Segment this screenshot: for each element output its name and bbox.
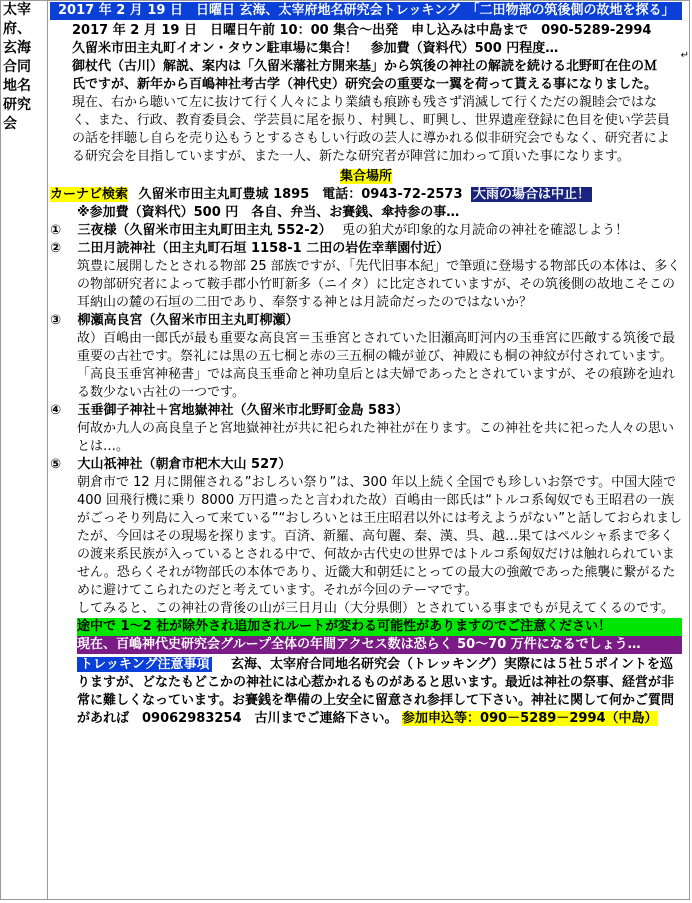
- site-name: 三夜様（久留米市田主丸町田主丸 552-2）: [77, 223, 332, 238]
- left-title-line: 研究: [3, 97, 31, 113]
- site-item: [50, 240, 682, 258]
- site-desc: 朝倉市で 12 月に開催される”おしろい祭り”は、300 年以上続く全国でも珍しいお祭です。中国大陸で 400 回飛行機に乗り 8000 万円遣ったと言われた故）百嶋由一郎氏は“トルコ系匈奴でも王昭君の一族がごっそり列島に入って来ている”“おしろいとは王庄昭君以外には考えようがない”と話しておられましたが、今回はその現場を探ります。百済、新羅、高句麗、秦、漢、呉、越…果てはペルシャ系まで多くの渡来系民族が入っているとされる中で、何故か古代史の世界ではトルコ系匈奴だけは触れられていません。恐らくそれが物部氏の本体であり、近畿大和朝廷にとっての最大の強敵であった熊襲に繋がるために避けてこられたのだと考えています。それが今回のテーマです。: [77, 475, 682, 598]
- site-desc: してみると、この神社の背後の山が三日月山（大分県側）とされている事までもが見えてくるのです。: [77, 601, 674, 616]
- left-title-line: 府、: [3, 21, 31, 37]
- trekking-label: トレッキング注意事項: [77, 657, 212, 672]
- site-desc: 故）百嶋由一郎氏が最も重要な高良宮＝玉垂宮とされていた旧瀬高町河内の玉垂宮に匹敵する筑後で最重要の古社です。祭礼には黒の五七桐と赤の三五桐の幟が並び、神殿にも桐の神紋が付されています。「高良玉垂宮神秘書」では高良玉垂命と神功皇后とは夫婦であったとされていますが、その痕跡を辿れる数少ない古社の一つです。: [77, 331, 676, 400]
- intro-line: 2017 年 2 月 19 日 日曜日午前 10：00 集合〜出発 申し込みは中島まで 090-5289-2994: [72, 23, 652, 38]
- site-number: ⑤: [50, 457, 62, 472]
- meeting-heading-text: 集合場所: [339, 169, 392, 184]
- site-number: ①: [50, 223, 62, 238]
- route-warning: 途中で 1〜2 社が除外され追加されルートが変わる可能性がありますのでご注意ください！: [77, 618, 682, 636]
- site-item: [50, 456, 682, 474]
- site-desc: 何故か九人の高良皇子と宮地嶽神社が共に祀られた神社が在ります。この神社を共に祀った人々の思いとは…。: [77, 421, 674, 454]
- edge-mark: ↵: [680, 50, 689, 61]
- fee-notice: ※参加費（資料代）500 円 各自、弁当、お賽銭、傘持参の事…: [77, 205, 460, 220]
- meeting-address: 久留米市田主丸町豊城 1895 電話：0943-72-2573: [138, 187, 463, 202]
- intro-paragraph: 現在、右から聴いて左に抜けて行く人々により業績も痕跡も残さず消滅して行くただの親睦会ではなく、また、行政、教育委員会、学芸員に尾を振り、村興し、町興し、世界遺産登録に色目を使い学芸員の話を拝聴し自らを売り込もうとするさもしい行政の芸人に導かれる似非研究会でもなく、研究者による研究会を目指していますが、また一人、新たな研究者が陣営に加わって頂いた事になります。: [72, 95, 670, 164]
- trekking-text: 玄海、太宰府合同地名研究会（トレッキング）実際には５社５ポイントを巡りますが、どなたもどこかの神社には心惹かれるものがあると思います。最近は神社の祭事、経営が非常に難しくなっています。お賽銭を準備の上安全に留意され参拝して下さい。神社に関して何かご質問があれば 09062983254 古川までご連絡下さい。: [77, 657, 674, 726]
- trekking-notes: [50, 656, 682, 728]
- site-name: 大山祇神社（朝倉市杷木大山 527）: [77, 457, 292, 472]
- site-name: 玉垂御子神社＋宮地嶽神社（久留米市北野町金島 583）: [77, 403, 409, 418]
- apply-contact: 参加申込等：090－5289－2994（中島）: [402, 711, 658, 726]
- left-title-line: 地名: [3, 78, 31, 94]
- site-number: ④: [50, 403, 62, 418]
- site-desc: 兎の狛犬が印象的な月読命の神社を確認しよう！: [342, 223, 629, 238]
- intro-line: 久留米市田主丸町イオン・タウン駐車場に集合！ 参加費（資料代）500 円程度…: [72, 41, 559, 56]
- main-content: [50, 0, 682, 728]
- site-item: [50, 402, 682, 420]
- rain-notice: 大雨の場合は中止！: [473, 187, 591, 202]
- site-number: ③: [50, 313, 62, 328]
- left-title-line: 合同: [3, 59, 31, 75]
- intro-line: 御杖代（古川）解説、案内は「久留米藩社方開来基」から筑後の神社の解読を続ける北野町在住のＭ: [72, 59, 658, 74]
- left-title-line: 会: [3, 116, 17, 132]
- document-title: 2017 年 2 月 19 日 日曜日 玄海、太宰府地名研究会トレッキング 「二田物部の筑後側の故地を探る」: [50, 2, 682, 20]
- access-note: 現在、百嶋神代史研究会グループ全体の年間アクセス数は恐らく 50〜70 万件になるでしょう…: [77, 636, 682, 654]
- site-name: 二田月読神社（田主丸町石垣 1158-1 二田の岩佐幸華園付近）: [77, 241, 450, 256]
- site-item: [50, 222, 682, 240]
- site-desc: 筑豊に展開したとされる物部 25 部族ですが、「先代旧事本紀」で筆頭に登場する物部氏の本体は、多くの物部研究者によって鞍手郡小竹町新多（ニイタ）に比定されていますが、その筑後側の故地こそこの耳納山の麓の石垣の二田であり、奉祭する神とは月読命だったのではないか？: [77, 259, 681, 310]
- left-title-line: 太宰: [3, 2, 31, 18]
- navi-search-label: カーナビ検索: [50, 187, 129, 202]
- intro-line: 氏ですが、新年から百嶋神社考古学（神代史）研究会の重要な一翼を荷って貰える事になりました。: [72, 77, 658, 92]
- left-title-line: 玄海: [3, 40, 31, 56]
- site-name: 柳瀬高良宮（久留米市田主丸町柳瀬）: [77, 313, 299, 328]
- site-item: [50, 312, 682, 330]
- meeting-heading: [50, 168, 682, 186]
- meeting-address-line: [50, 186, 682, 204]
- left-title-column: [0, 0, 48, 900]
- site-number: ②: [50, 241, 62, 256]
